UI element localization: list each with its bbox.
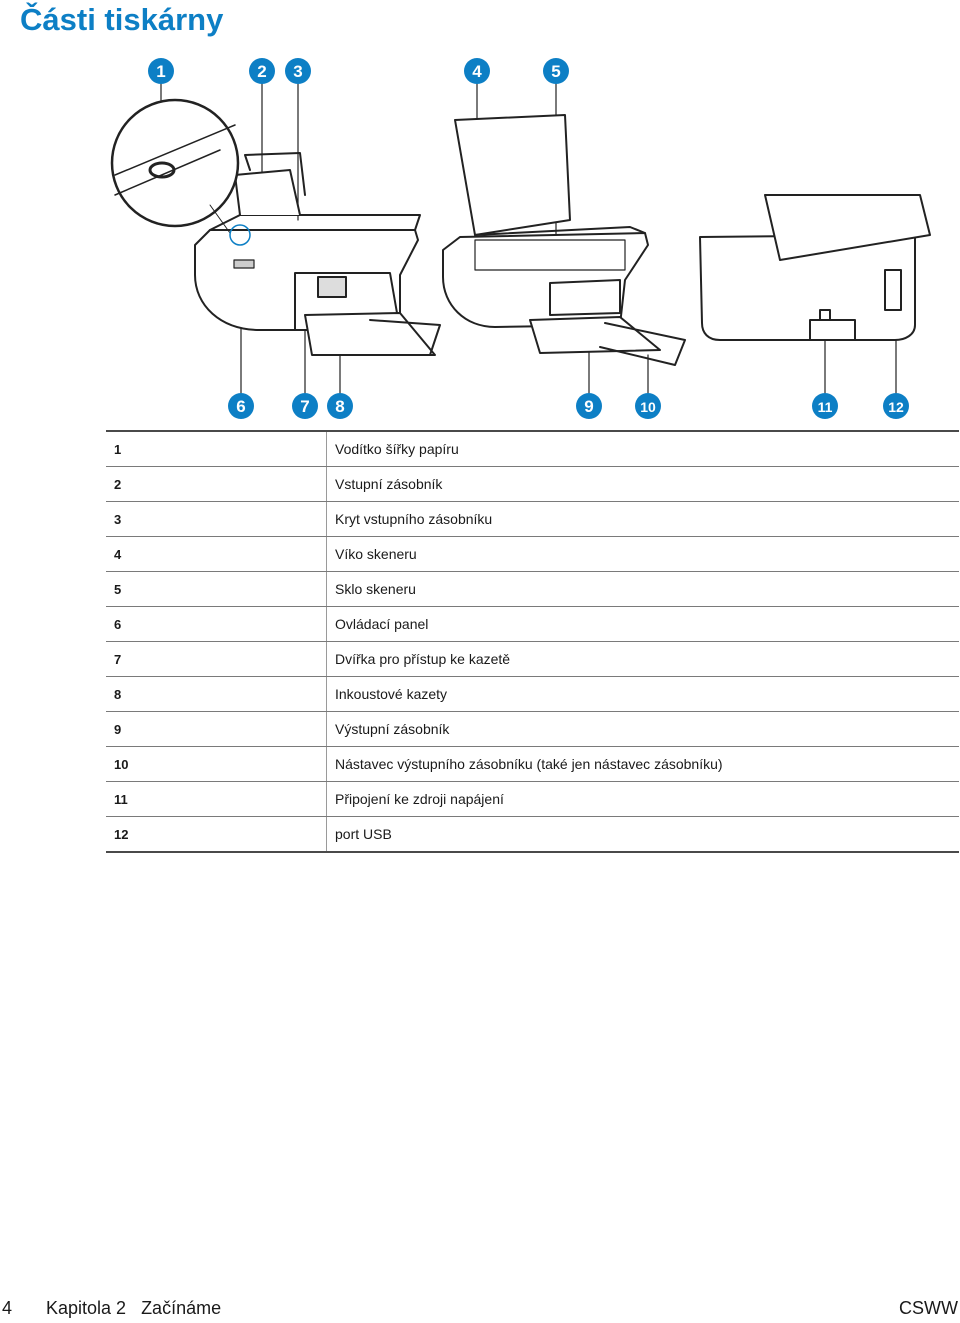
table-row [106,642,959,677]
part-label: Dvířka pro přístup ke kazetě [327,642,960,677]
part-label: Inkoustové kazety [327,677,960,712]
chapter-title: Kapitola 2 Začínáme [46,1298,222,1318]
table-row [106,467,959,502]
callout-6 [228,393,254,419]
table-row [106,782,959,817]
svg-text:12: 12 [888,399,904,415]
page-title: Části tiskárny [20,2,224,37]
part-number: 9 [106,712,327,747]
part-number: 8 [106,677,327,712]
callout-3 [285,58,311,84]
part-number: 1 [106,431,327,467]
part-label: Kryt vstupního zásobníku [327,502,960,537]
callout-7 [292,393,318,419]
callout-10 [635,393,661,419]
table-row [106,677,959,712]
svg-text:8: 8 [335,397,345,416]
printer-scanner-open-view [443,115,685,365]
callout-9 [576,393,602,419]
part-label: Připojení ke zdroji napájení [327,782,960,817]
part-label: Výstupní zásobník [327,712,960,747]
part-number: 5 [106,572,327,607]
callout-1 [148,58,174,84]
part-label: Vstupní zásobník [327,467,960,502]
part-number: 7 [106,642,327,677]
callout-11 [812,393,838,419]
table-row [106,747,959,782]
part-number: 2 [106,467,327,502]
callout-2 [249,58,275,84]
part-number: 3 [106,502,327,537]
table-row [106,431,959,467]
svg-text:3: 3 [293,62,303,81]
part-label: port USB [327,817,960,853]
part-number: 11 [106,782,327,817]
svg-text:7: 7 [300,397,310,416]
table-row [106,572,959,607]
table-row [106,712,959,747]
printer-parts-illustration [100,55,960,425]
parts-table [106,430,959,853]
svg-text:11: 11 [817,399,833,415]
part-number: 12 [106,817,327,853]
svg-text:9: 9 [584,397,594,416]
part-label: Vodítko šířky papíru [327,431,960,467]
callout-5 [543,58,569,84]
svg-text:5: 5 [551,62,561,81]
part-number: 10 [106,747,327,782]
svg-text:6: 6 [236,397,246,416]
page-footer [0,1298,960,1322]
part-number: 6 [106,607,327,642]
svg-text:10: 10 [640,399,656,415]
table-row [106,537,959,572]
table-row [106,502,959,537]
callout-4 [464,58,490,84]
svg-text:1: 1 [156,62,166,81]
part-label: Víko skeneru [327,537,960,572]
table-row [106,607,959,642]
svg-text:2: 2 [257,62,267,81]
callout-8 [327,393,353,419]
callout-12 [883,393,909,419]
printer-rear-view [700,195,930,340]
brand-code: CSWW [899,1298,958,1318]
svg-text:4: 4 [472,62,482,81]
part-label: Sklo skeneru [327,572,960,607]
part-label: Nástavec výstupního zásobníku (také jen nástavec zásobníku) [327,747,960,782]
page-number: 4 [2,1298,13,1318]
part-label: Ovládací panel [327,607,960,642]
part-number: 4 [106,537,327,572]
printer-front-view [112,100,440,355]
table-row [106,817,959,853]
